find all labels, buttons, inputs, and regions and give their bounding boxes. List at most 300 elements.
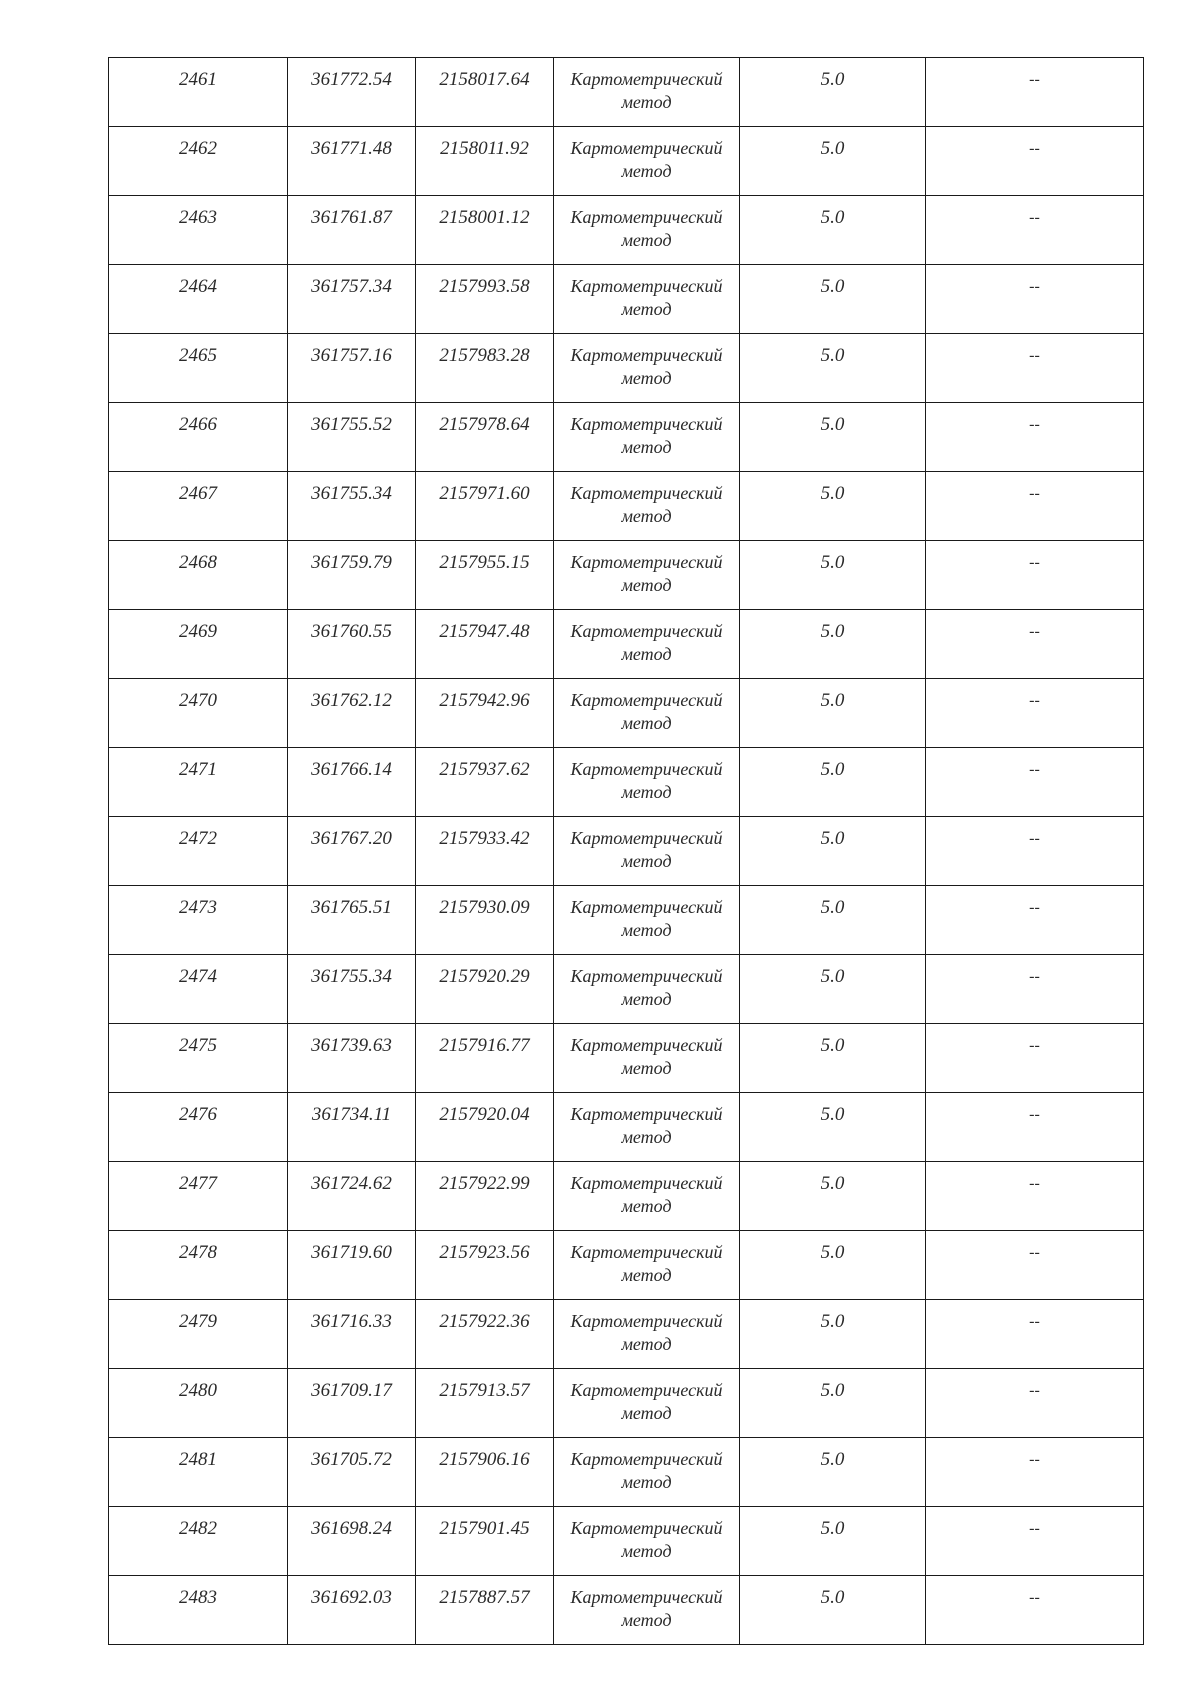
accuracy-cell	[740, 1507, 926, 1576]
method-cell	[554, 610, 740, 679]
accuracy-cell	[740, 1576, 926, 1645]
table-row	[109, 1576, 1144, 1645]
note-cell	[926, 955, 1144, 1024]
point-number-cell	[109, 1300, 288, 1369]
method-text: Картометрический метод	[570, 759, 723, 802]
y-coordinate-cell	[416, 1576, 554, 1645]
note-cell	[926, 1093, 1144, 1162]
x-coordinate-cell	[288, 1438, 416, 1507]
y-coordinate-cell	[416, 886, 554, 955]
method-text: Картометрический метод	[570, 138, 723, 181]
accuracy-text: 5.0	[820, 1380, 845, 1401]
x-coordinate-cell	[288, 1093, 416, 1162]
accuracy-text: 5.0	[820, 1104, 845, 1125]
accuracy-cell	[740, 610, 926, 679]
method-cell	[554, 748, 740, 817]
accuracy-text: 5.0	[820, 690, 845, 711]
point-number-text: 2470	[179, 690, 217, 711]
note-cell	[926, 1300, 1144, 1369]
method-cell	[554, 955, 740, 1024]
accuracy-cell	[740, 817, 926, 886]
point-number-cell	[109, 1576, 288, 1645]
note-text: --	[1029, 1589, 1040, 1606]
point-number-text: 2473	[179, 897, 217, 918]
x-coordinate-text: 361760.55	[311, 621, 392, 642]
method-cell	[554, 1093, 740, 1162]
accuracy-cell	[740, 1231, 926, 1300]
accuracy-text: 5.0	[820, 828, 845, 849]
method-text: Картометрический метод	[570, 1380, 723, 1423]
note-cell	[926, 817, 1144, 886]
accuracy-cell	[740, 127, 926, 196]
note-text: --	[1029, 899, 1040, 916]
note-text: --	[1029, 554, 1040, 571]
method-cell	[554, 1162, 740, 1231]
note-text: --	[1029, 1244, 1040, 1261]
point-number-text: 2471	[179, 759, 217, 780]
method-text: Картометрический метод	[570, 690, 723, 733]
table-row	[109, 1300, 1144, 1369]
method-cell	[554, 334, 740, 403]
accuracy-cell	[740, 265, 926, 334]
method-text: Картометрический метод	[570, 897, 723, 940]
note-text: --	[1029, 761, 1040, 778]
x-coordinate-text: 361734.11	[311, 1104, 392, 1125]
table-row	[109, 1162, 1144, 1231]
y-coordinate-cell	[416, 541, 554, 610]
coordinates-table	[108, 57, 1144, 1645]
accuracy-text: 5.0	[820, 276, 845, 297]
note-cell	[926, 1438, 1144, 1507]
y-coordinate-text: 2158017.64	[439, 69, 530, 90]
x-coordinate-cell	[288, 679, 416, 748]
y-coordinate-cell	[416, 1507, 554, 1576]
note-cell	[926, 334, 1144, 403]
accuracy-cell	[740, 955, 926, 1024]
note-text: --	[1029, 692, 1040, 709]
method-cell	[554, 1438, 740, 1507]
accuracy-text: 5.0	[820, 1518, 845, 1539]
x-coordinate-cell	[288, 472, 416, 541]
method-text: Картометрический метод	[570, 276, 723, 319]
point-number-cell	[109, 472, 288, 541]
x-coordinate-cell	[288, 1507, 416, 1576]
point-number-cell	[109, 817, 288, 886]
note-text: --	[1029, 1175, 1040, 1192]
note-cell	[926, 886, 1144, 955]
y-coordinate-cell	[416, 955, 554, 1024]
method-cell	[554, 1576, 740, 1645]
method-text: Картометрический метод	[570, 345, 723, 388]
point-number-text: 2472	[179, 828, 217, 849]
method-text: Картометрический метод	[570, 1035, 723, 1078]
method-text: Картометрический метод	[570, 483, 723, 526]
point-number-text: 2478	[179, 1242, 217, 1263]
y-coordinate-text: 2157916.77	[439, 1035, 530, 1056]
note-cell	[926, 265, 1144, 334]
x-coordinate-cell	[288, 817, 416, 886]
x-coordinate-cell	[288, 1162, 416, 1231]
y-coordinate-text: 2157947.48	[439, 621, 530, 642]
method-cell	[554, 1300, 740, 1369]
y-coordinate-text: 2157971.60	[439, 483, 530, 504]
y-coordinate-text: 2157983.28	[439, 345, 530, 366]
accuracy-cell	[740, 1438, 926, 1507]
method-text: Картометрический метод	[570, 828, 723, 871]
method-text: Картометрический метод	[570, 1449, 723, 1492]
method-cell	[554, 817, 740, 886]
accuracy-text: 5.0	[820, 621, 845, 642]
method-text: Картометрический метод	[570, 1518, 723, 1561]
point-number-cell	[109, 541, 288, 610]
point-number-text: 2483	[179, 1587, 217, 1608]
y-coordinate-cell	[416, 58, 554, 127]
x-coordinate-cell	[288, 541, 416, 610]
point-number-text: 2481	[179, 1449, 217, 1470]
accuracy-text: 5.0	[820, 138, 845, 159]
point-number-text: 2482	[179, 1518, 217, 1539]
method-text: Картометрический метод	[570, 1104, 723, 1147]
table-row	[109, 679, 1144, 748]
note-text: --	[1029, 485, 1040, 502]
table-row	[109, 127, 1144, 196]
x-coordinate-text: 361761.87	[311, 207, 392, 228]
note-cell	[926, 1024, 1144, 1093]
x-coordinate-cell	[288, 58, 416, 127]
x-coordinate-text: 361766.14	[311, 759, 392, 780]
x-coordinate-text: 361759.79	[311, 552, 392, 573]
table-row	[109, 1507, 1144, 1576]
point-number-cell	[109, 679, 288, 748]
x-coordinate-text: 361767.20	[311, 828, 392, 849]
note-text: --	[1029, 140, 1040, 157]
y-coordinate-text: 2157920.29	[439, 966, 530, 987]
method-cell	[554, 265, 740, 334]
y-coordinate-text: 2157922.36	[439, 1311, 530, 1332]
method-cell	[554, 1507, 740, 1576]
accuracy-text: 5.0	[820, 1311, 845, 1332]
y-coordinate-text: 2157930.09	[439, 897, 530, 918]
accuracy-cell	[740, 748, 926, 817]
point-number-text: 2477	[179, 1173, 217, 1194]
x-coordinate-text: 361762.12	[311, 690, 392, 711]
y-coordinate-text: 2157920.04	[439, 1104, 530, 1125]
table-row	[109, 403, 1144, 472]
point-number-cell	[109, 1507, 288, 1576]
point-number-text: 2466	[179, 414, 217, 435]
y-coordinate-cell	[416, 1231, 554, 1300]
x-coordinate-text: 361772.54	[311, 69, 392, 90]
x-coordinate-cell	[288, 748, 416, 817]
table-row	[109, 1369, 1144, 1438]
y-coordinate-cell	[416, 472, 554, 541]
x-coordinate-text: 361765.51	[311, 897, 392, 918]
method-cell	[554, 1024, 740, 1093]
x-coordinate-cell	[288, 610, 416, 679]
x-coordinate-text: 361716.33	[311, 1311, 392, 1332]
y-coordinate-cell	[416, 817, 554, 886]
accuracy-cell	[740, 196, 926, 265]
x-coordinate-text: 361724.62	[311, 1173, 392, 1194]
y-coordinate-cell	[416, 679, 554, 748]
point-number-text: 2462	[179, 138, 217, 159]
accuracy-cell	[740, 679, 926, 748]
accuracy-text: 5.0	[820, 483, 845, 504]
method-text: Картометрический метод	[570, 1311, 723, 1354]
y-coordinate-cell	[416, 265, 554, 334]
y-coordinate-text: 2157922.99	[439, 1173, 530, 1194]
point-number-cell	[109, 1024, 288, 1093]
y-coordinate-text: 2157978.64	[439, 414, 530, 435]
x-coordinate-cell	[288, 1300, 416, 1369]
table-row	[109, 196, 1144, 265]
table-row	[109, 541, 1144, 610]
accuracy-text: 5.0	[820, 69, 845, 90]
point-number-cell	[109, 265, 288, 334]
x-coordinate-text: 361771.48	[311, 138, 392, 159]
accuracy-cell	[740, 1024, 926, 1093]
x-coordinate-text: 361757.16	[311, 345, 392, 366]
x-coordinate-cell	[288, 196, 416, 265]
method-cell	[554, 127, 740, 196]
note-cell	[926, 1507, 1144, 1576]
y-coordinate-cell	[416, 334, 554, 403]
note-text: --	[1029, 209, 1040, 226]
point-number-text: 2474	[179, 966, 217, 987]
note-cell	[926, 1369, 1144, 1438]
y-coordinate-cell	[416, 1300, 554, 1369]
note-cell	[926, 679, 1144, 748]
method-text: Картометрический метод	[570, 1173, 723, 1216]
note-cell	[926, 610, 1144, 679]
y-coordinate-text: 2157993.58	[439, 276, 530, 297]
y-coordinate-cell	[416, 1162, 554, 1231]
table-row	[109, 334, 1144, 403]
accuracy-text: 5.0	[820, 552, 845, 573]
accuracy-text: 5.0	[820, 1035, 845, 1056]
accuracy-text: 5.0	[820, 1242, 845, 1263]
point-number-text: 2467	[179, 483, 217, 504]
accuracy-cell	[740, 1369, 926, 1438]
note-text: --	[1029, 1451, 1040, 1468]
y-coordinate-cell	[416, 1024, 554, 1093]
note-cell	[926, 403, 1144, 472]
y-coordinate-cell	[416, 127, 554, 196]
note-text: --	[1029, 1382, 1040, 1399]
note-cell	[926, 541, 1144, 610]
x-coordinate-text: 361755.34	[311, 483, 392, 504]
method-cell	[554, 1369, 740, 1438]
x-coordinate-text: 361698.24	[311, 1518, 392, 1539]
x-coordinate-cell	[288, 1576, 416, 1645]
accuracy-text: 5.0	[820, 345, 845, 366]
note-text: --	[1029, 278, 1040, 295]
method-text: Картометрический метод	[570, 1242, 723, 1285]
point-number-text: 2461	[179, 69, 217, 90]
point-number-cell	[109, 196, 288, 265]
x-coordinate-text: 361755.34	[311, 966, 392, 987]
y-coordinate-cell	[416, 748, 554, 817]
accuracy-cell	[740, 472, 926, 541]
method-text: Картометрический метод	[570, 621, 723, 664]
point-number-cell	[109, 1231, 288, 1300]
point-number-cell	[109, 127, 288, 196]
table-row	[109, 1438, 1144, 1507]
method-text: Картометрический метод	[570, 1587, 723, 1630]
note-cell	[926, 748, 1144, 817]
note-text: --	[1029, 1106, 1040, 1123]
point-number-text: 2475	[179, 1035, 217, 1056]
y-coordinate-text: 2157933.42	[439, 828, 530, 849]
y-coordinate-text: 2157913.57	[439, 1380, 530, 1401]
accuracy-cell	[740, 1300, 926, 1369]
y-coordinate-cell	[416, 610, 554, 679]
note-cell	[926, 472, 1144, 541]
method-cell	[554, 886, 740, 955]
method-text: Картометрический метод	[570, 207, 723, 250]
point-number-text: 2463	[179, 207, 217, 228]
method-text: Картометрический метод	[570, 69, 723, 112]
accuracy-cell	[740, 1162, 926, 1231]
table-row	[109, 1093, 1144, 1162]
point-number-cell	[109, 1369, 288, 1438]
note-text: --	[1029, 623, 1040, 640]
accuracy-text: 5.0	[820, 759, 845, 780]
accuracy-text: 5.0	[820, 1587, 845, 1608]
method-cell	[554, 541, 740, 610]
table-row	[109, 1231, 1144, 1300]
y-coordinate-text: 2157887.57	[439, 1587, 530, 1608]
x-coordinate-cell	[288, 127, 416, 196]
accuracy-text: 5.0	[820, 1449, 845, 1470]
point-number-cell	[109, 58, 288, 127]
accuracy-text: 5.0	[820, 897, 845, 918]
accuracy-cell	[740, 886, 926, 955]
x-coordinate-cell	[288, 1231, 416, 1300]
note-text: --	[1029, 1313, 1040, 1330]
table-row	[109, 955, 1144, 1024]
point-number-text: 2465	[179, 345, 217, 366]
y-coordinate-cell	[416, 196, 554, 265]
point-number-cell	[109, 886, 288, 955]
note-text: --	[1029, 416, 1040, 433]
method-text: Картометрический метод	[570, 414, 723, 457]
point-number-cell	[109, 403, 288, 472]
accuracy-cell	[740, 334, 926, 403]
accuracy-cell	[740, 58, 926, 127]
y-coordinate-cell	[416, 403, 554, 472]
y-coordinate-text: 2158011.92	[440, 138, 529, 159]
point-number-cell	[109, 1438, 288, 1507]
y-coordinate-text: 2157923.56	[439, 1242, 530, 1263]
point-number-cell	[109, 748, 288, 817]
table-row	[109, 472, 1144, 541]
note-text: --	[1029, 1037, 1040, 1054]
note-text: --	[1029, 830, 1040, 847]
accuracy-cell	[740, 403, 926, 472]
accuracy-text: 5.0	[820, 207, 845, 228]
method-text: Картометрический метод	[570, 966, 723, 1009]
table-row	[109, 886, 1144, 955]
method-cell	[554, 58, 740, 127]
method-text: Картометрический метод	[570, 552, 723, 595]
accuracy-text: 5.0	[820, 966, 845, 987]
y-coordinate-cell	[416, 1438, 554, 1507]
point-number-text: 2480	[179, 1380, 217, 1401]
y-coordinate-text: 2158001.12	[439, 207, 530, 228]
method-cell	[554, 1231, 740, 1300]
note-text: --	[1029, 968, 1040, 985]
y-coordinate-text: 2157955.15	[439, 552, 530, 573]
method-cell	[554, 196, 740, 265]
point-number-text: 2464	[179, 276, 217, 297]
y-coordinate-cell	[416, 1369, 554, 1438]
method-cell	[554, 403, 740, 472]
note-text: --	[1029, 71, 1040, 88]
note-cell	[926, 58, 1144, 127]
x-coordinate-cell	[288, 334, 416, 403]
table-row	[109, 748, 1144, 817]
point-number-cell	[109, 610, 288, 679]
note-cell	[926, 1162, 1144, 1231]
accuracy-text: 5.0	[820, 1173, 845, 1194]
y-coordinate-text: 2157942.96	[439, 690, 530, 711]
point-number-text: 2479	[179, 1311, 217, 1332]
point-number-cell	[109, 955, 288, 1024]
x-coordinate-cell	[288, 265, 416, 334]
point-number-cell	[109, 1162, 288, 1231]
x-coordinate-text: 361739.63	[311, 1035, 392, 1056]
x-coordinate-cell	[288, 955, 416, 1024]
y-coordinate-text: 2157901.45	[439, 1518, 530, 1539]
note-text: --	[1029, 347, 1040, 364]
point-number-cell	[109, 334, 288, 403]
table-row	[109, 58, 1144, 127]
table-row	[109, 265, 1144, 334]
note-cell	[926, 127, 1144, 196]
note-cell	[926, 1576, 1144, 1645]
x-coordinate-text: 361692.03	[311, 1587, 392, 1608]
method-cell	[554, 679, 740, 748]
point-number-cell	[109, 1093, 288, 1162]
accuracy-cell	[740, 541, 926, 610]
accuracy-cell	[740, 1093, 926, 1162]
note-cell	[926, 196, 1144, 265]
accuracy-text: 5.0	[820, 414, 845, 435]
x-coordinate-cell	[288, 886, 416, 955]
table-row	[109, 1024, 1144, 1093]
table-row	[109, 817, 1144, 886]
x-coordinate-text: 361755.52	[311, 414, 392, 435]
x-coordinate-cell	[288, 1024, 416, 1093]
y-coordinate-cell	[416, 1093, 554, 1162]
point-number-text: 2469	[179, 621, 217, 642]
x-coordinate-text: 361757.34	[311, 276, 392, 297]
table-row	[109, 610, 1144, 679]
x-coordinate-cell	[288, 1369, 416, 1438]
x-coordinate-text: 361709.17	[311, 1380, 392, 1401]
y-coordinate-text: 2157937.62	[439, 759, 530, 780]
x-coordinate-cell	[288, 403, 416, 472]
point-number-text: 2476	[179, 1104, 217, 1125]
y-coordinate-text: 2157906.16	[439, 1449, 530, 1470]
note-text: --	[1029, 1520, 1040, 1537]
method-cell	[554, 472, 740, 541]
coordinates-table-body	[109, 58, 1144, 1645]
point-number-text: 2468	[179, 552, 217, 573]
note-cell	[926, 1231, 1144, 1300]
x-coordinate-text: 361719.60	[311, 1242, 392, 1263]
